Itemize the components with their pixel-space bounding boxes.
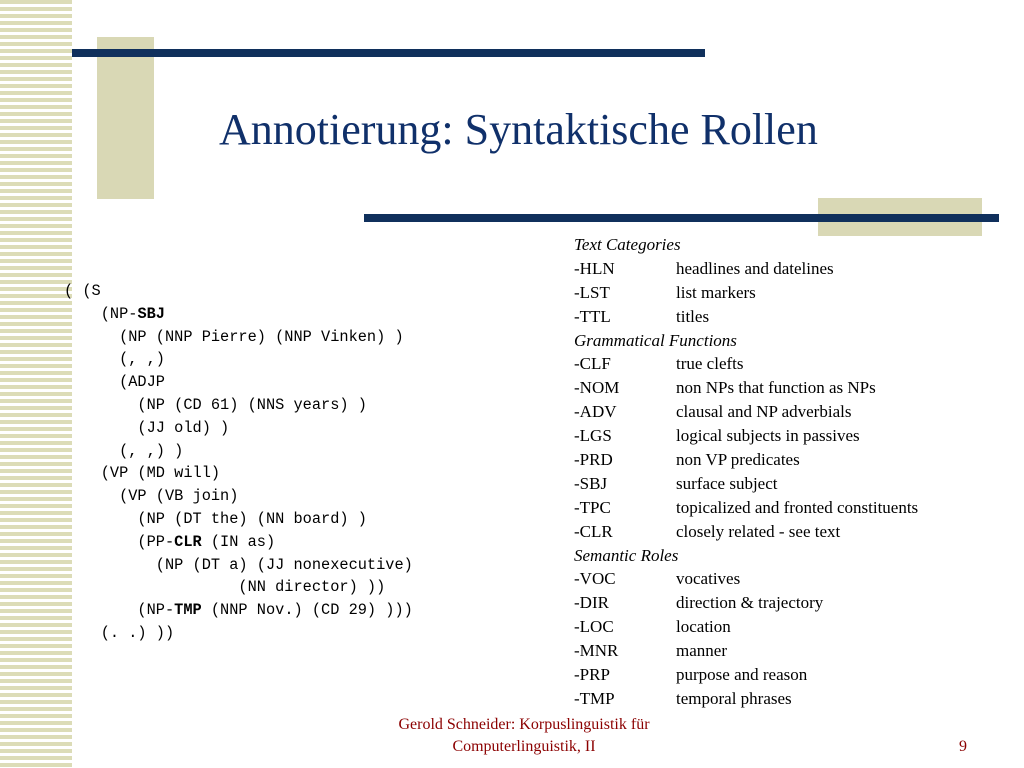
legend-description: closely related - see text <box>676 521 841 541</box>
legend-code: -SBJ <box>574 473 608 493</box>
legend-row <box>574 567 918 591</box>
slide-footer <box>334 714 714 758</box>
legend-code: -PRP <box>574 665 610 685</box>
legend-description: purpose and reason <box>676 665 808 685</box>
page-number: 9 <box>959 738 967 755</box>
legend-code: -MNR <box>574 641 619 661</box>
legend-row <box>574 257 918 281</box>
tree-line <box>64 599 413 622</box>
footer-line-1: Gerold Schneider: Korpuslinguistik für <box>398 716 650 733</box>
legend-description: topicalized and fronted constituents <box>676 497 919 517</box>
tree-line-text: (NP (NNP Pierre) (NNP Vinken) ) <box>64 327 404 346</box>
tree-function-tag: TMP <box>174 601 202 620</box>
legend-row <box>574 352 918 376</box>
tree-line <box>64 417 413 440</box>
legend-description: manner <box>676 641 727 661</box>
tree-line <box>64 554 413 577</box>
tree-line-text: (VP (VB join) <box>64 487 239 506</box>
legend-description: location <box>676 617 731 637</box>
tree-line-text: (ADJP <box>64 373 165 392</box>
bottom-accent-bar <box>364 214 999 222</box>
tree-line <box>64 394 413 417</box>
legend-description: direction & trajectory <box>676 593 824 613</box>
legend-row <box>574 376 918 400</box>
legend-row <box>574 591 918 615</box>
legend-description: true clefts <box>676 354 744 374</box>
legend-code: -TPC <box>574 497 611 517</box>
tree-line-text: (, ,) <box>64 350 165 369</box>
tree-line <box>64 576 413 599</box>
tree-line-text: (IN as) <box>201 532 276 551</box>
tree-line <box>64 280 413 303</box>
tree-line <box>64 485 413 508</box>
tree-line <box>64 326 413 349</box>
legend-description: clausal and NP adverbials <box>676 402 852 422</box>
tree-line-text: (. .) )) <box>64 623 175 642</box>
tree-line <box>64 531 413 554</box>
legend-description: vocatives <box>676 569 741 589</box>
tree-line <box>64 348 413 371</box>
tree-line-text: (NN director) )) <box>64 578 386 597</box>
legend-heading: Grammatical Functions <box>574 330 737 350</box>
tree-line <box>64 508 413 531</box>
legend-row <box>574 400 918 424</box>
legend-row <box>574 281 918 305</box>
tree-line-text: (NP- <box>64 304 138 323</box>
tree-line-text: (, ,) ) <box>64 441 184 460</box>
decorative-stripes <box>0 0 72 768</box>
tree-line-text: (VP (MD will) <box>64 464 221 483</box>
tree-line-text: (NP (DT the) (NN board) ) <box>64 509 367 528</box>
legend-code: -LOC <box>574 617 614 637</box>
legend-code: -CLR <box>574 521 613 541</box>
legend-row <box>574 639 918 663</box>
top-accent-bar <box>72 49 705 57</box>
legend-code: -LST <box>574 282 610 302</box>
legend-code: -TMP <box>574 688 615 708</box>
tree-line-text: (JJ old) ) <box>64 418 230 437</box>
footer-line-2: Computerlinguistik, II <box>452 738 596 755</box>
legend-row <box>574 520 918 544</box>
legend-description: titles <box>676 306 710 326</box>
legend-code: -LGS <box>574 426 612 446</box>
legend-code: -DIR <box>574 593 609 613</box>
legend-code: -HLN <box>574 258 615 278</box>
legend-code: -NOM <box>574 378 620 398</box>
legend-row <box>574 305 918 329</box>
legend-description: temporal phrases <box>676 688 792 708</box>
tree-line-text: (NP- <box>64 601 175 620</box>
tree-line-text: (PP- <box>64 532 175 551</box>
slide-title: Annotierung: Syntaktische Rollen <box>219 105 818 154</box>
legend-code: -ADV <box>574 402 617 422</box>
tree-line <box>64 622 413 645</box>
legend-description: list markers <box>676 282 756 302</box>
parse-tree <box>64 280 413 645</box>
legend-row <box>574 496 918 520</box>
tree-line-text: ( (S <box>64 282 101 300</box>
legend-row <box>574 687 918 711</box>
tree-function-tag: CLR <box>174 532 202 551</box>
legend-description: logical subjects in passives <box>676 426 860 446</box>
legend-heading: Text Categories <box>574 235 681 254</box>
legend-row <box>574 472 918 496</box>
tree-line <box>64 371 413 394</box>
legend-description: headlines and datelines <box>676 258 834 278</box>
tree-line-text: (NP (CD 61) (NNS years) ) <box>64 395 367 414</box>
tree-line <box>64 440 413 463</box>
legend-description: surface subject <box>676 473 778 493</box>
tree-line <box>64 303 413 326</box>
legend-row <box>574 448 918 472</box>
legend-row <box>574 424 918 448</box>
tree-function-tag: SBJ <box>137 304 165 323</box>
tree-line-text: (NNP Nov.) (CD 29) ))) <box>201 601 413 620</box>
legend-code: -VOC <box>574 569 616 589</box>
legend-heading: Semantic Roles <box>574 545 679 565</box>
legend-code: -TTL <box>574 306 611 326</box>
tree-line <box>64 462 413 485</box>
function-tag-legend <box>574 233 918 711</box>
legend-description: non NPs that function as NPs <box>676 378 876 398</box>
tree-line-text: (NP (DT a) (JJ nonexecutive) <box>64 555 413 574</box>
legend-code: -CLF <box>574 354 611 374</box>
decorative-block-vertical <box>97 37 154 199</box>
legend-description: non VP predicates <box>676 450 800 470</box>
legend-row <box>574 663 918 687</box>
legend-code: -PRD <box>574 450 613 470</box>
legend-row <box>574 615 918 639</box>
